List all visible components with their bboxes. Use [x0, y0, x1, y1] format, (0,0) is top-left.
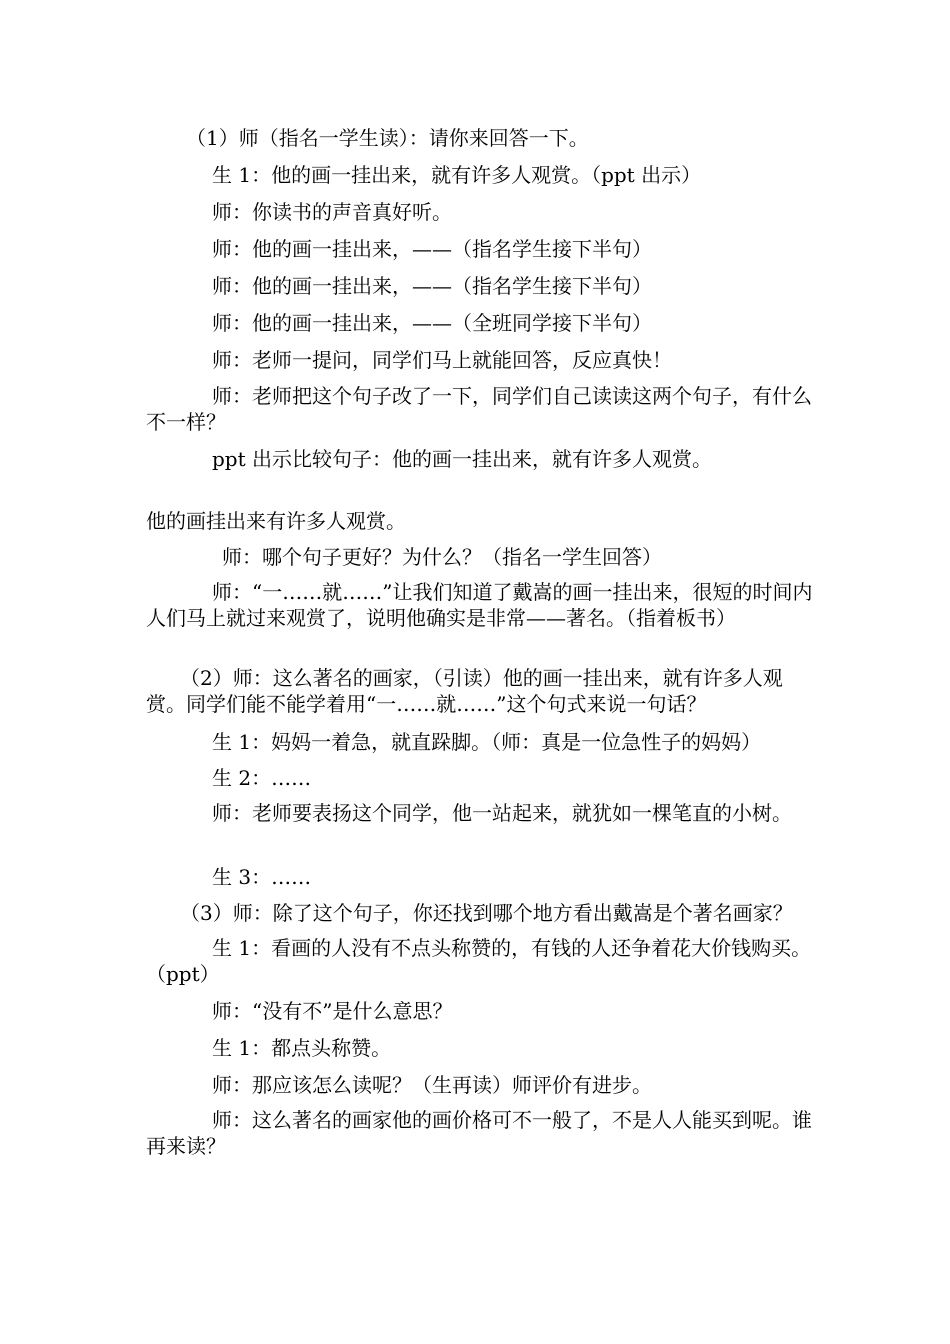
- paragraph-18: （3）师：除了这个句子，你还找到哪个地方看出戴嵩是个著名画家？: [180, 901, 793, 925]
- paragraph-12: 师：“一……就……”让我们知道了戴嵩的画一挂出来，很短的时间内人们马上就过来观赏了，说明他确实是非常——著名。（指着板书）: [146, 580, 813, 630]
- paragraph-2: 生 1：他的画一挂出来，就有许多人观赏。（ppt 出示）: [212, 163, 702, 187]
- paragraph-10: 他的画挂出来有许多人观赏。: [146, 509, 406, 533]
- paragraph-8: 师：老师把这个句子改了一下，同学们自己读读这两个句子，有什么不一样？: [146, 384, 812, 434]
- paragraph-13: （2）师：这么著名的画家，（引读）他的画一挂出来，就有许多人观赏。同学们能不能学着用“一……就……”这个句式来说一句话？: [146, 666, 783, 716]
- paragraph-7: 师：老师一提问，同学们马上就能回答，反应真快！: [212, 348, 672, 372]
- paragraph-15: 生 2：……: [212, 766, 312, 790]
- paragraph-11: 师：哪个句子更好？为什么？（指名一学生回答）: [222, 545, 662, 569]
- paragraph-23: 师：这么著名的画家他的画价格可不一般了，不是人人能买到呢。谁再来读？: [146, 1108, 812, 1158]
- paragraph-16: 师：老师要表扬这个同学，他一站起来，就犹如一棵笔直的小树。: [212, 801, 792, 825]
- paragraph-19: 生 1：看画的人没有不点头称赞的，有钱的人还争着花大价钱购买。（ppt）: [146, 936, 812, 986]
- paragraph-6: 师：他的画一挂出来，——（全班同学接下半句）: [212, 311, 652, 335]
- paragraph-5: 师：他的画一挂出来，——（指名学生接下半句）: [212, 274, 652, 298]
- paragraph-22: 师：那应该怎么读呢？（生再读）师评价有进步。: [212, 1073, 652, 1097]
- paragraph-3: 师：你读书的声音真好听。: [212, 200, 452, 224]
- paragraph-20: 师：“没有不”是什么意思？: [212, 999, 453, 1023]
- paragraph-1: （1）师（指名一学生读）：请你来回答一下。: [186, 126, 589, 150]
- paragraph-21: 生 1：都点头称赞。: [212, 1036, 392, 1060]
- paragraph-4: 师：他的画一挂出来，——（指名学生接下半句）: [212, 237, 652, 261]
- paragraph-17: 生 3：……: [212, 865, 312, 889]
- paragraph-14: 生 1：妈妈一着急，就直跺脚。（师：真是一位急性子的妈妈）: [212, 730, 762, 754]
- paragraph-9: ppt 出示比较句子：他的画一挂出来，就有许多人观赏。: [212, 447, 712, 471]
